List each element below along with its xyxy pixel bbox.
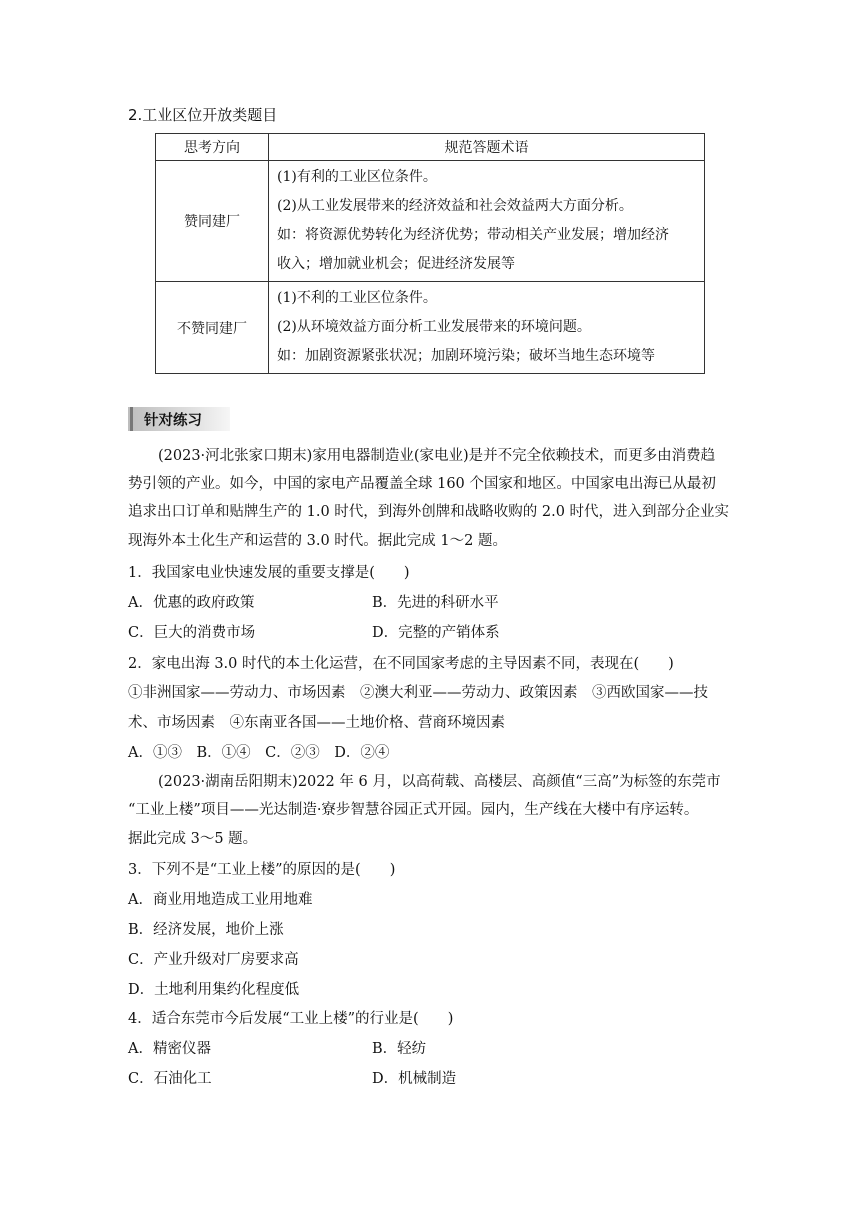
q2-choices-line: ①非洲国家——劳动力、市场因素 ②澳大利亚——劳动力、政策因素 ③西欧国家——技: [128, 685, 708, 701]
q4-option-d: D．机械制造: [372, 1071, 457, 1087]
question-2-stem: 2．家电出海 3.0 时代的本土化运营，在不同国家考虑的主导因素不同，表现在( ): [128, 656, 674, 672]
q1-option-c: C．巨大的消费市场: [128, 625, 256, 641]
passage-line: 势引领的产业。如今，中国的家电产品覆盖全球 160 个国家和地区。中国家电出海已从最初: [128, 476, 716, 492]
passage-line: 追求出口订单和贴牌生产的 1.0 时代，到海外创牌和战略收购的 2.0 时代，进入到部分企业实: [128, 504, 730, 520]
question-4-stem: 4．适合东莞市今后发展“工业上楼”的行业是( ): [128, 1011, 454, 1027]
passage-line: “工业上楼”项目——光达制造·寮步智慧谷园正式开园。园内，生产线在大楼中有序运转。: [128, 802, 699, 818]
practice-label: 针对练习: [144, 413, 202, 429]
question-1-stem: 1．我国家电业快速发展的重要支撑是( ): [128, 565, 410, 581]
terms-line: 如：加剧资源紧张状况；加剧环境污染；破坏当地生态环境等: [277, 348, 655, 364]
q3-option-c: C．产业升级对厂房要求高: [128, 952, 299, 968]
passage-line: 现海外本土化生产和运营的 3.0 时代。据此完成 1～2 题。: [128, 533, 507, 549]
practice-badge: [128, 407, 230, 431]
q2-choices-line: 术、市场因素 ④东南亚各国——土地价格、营商环境因素: [128, 715, 505, 731]
terms-line: (1)不利的工业区位条件。: [277, 290, 437, 306]
q1-option-d: D．完整的产销体系: [372, 625, 500, 641]
q3-option-a: A．商业用地造成工业用地难: [128, 892, 313, 908]
direction-cell: 赞同建厂: [156, 161, 269, 282]
passage-line: (2023·湖南岳阳期末)2022 年 6 月，以高荷载、高楼层、高颜值“三高”为标签的东莞市: [158, 774, 721, 790]
q4-option-b: B．轻纺: [372, 1041, 427, 1057]
table-row: [156, 161, 705, 282]
terms-line: 收入；增加就业机会；促进经济发展等: [277, 256, 515, 272]
header-direction: 思考方向: [156, 134, 269, 161]
badge-bar: [130, 407, 133, 431]
q2-options: A．①③ B．①④ C．②③ D．②④: [128, 745, 390, 761]
direction-cell: 不赞同建厂: [156, 282, 269, 374]
q3-option-d: D．土地利用集约化程度低: [128, 982, 300, 998]
answer-terms-table: [155, 133, 705, 374]
header-terms: 规范答题术语: [269, 134, 705, 161]
q3-option-b: B．经济发展，地价上涨: [128, 922, 284, 938]
terms-line: (2)从工业发展带来的经济效益和社会效益两大方面分析。: [277, 198, 633, 214]
passage-line: 据此完成 3～5 题。: [128, 831, 258, 847]
terms-line: 如：将资源优势转化为经济优势；带动相关产业发展；增加经济: [277, 227, 669, 243]
table-header-row: [156, 134, 705, 161]
terms-cell: [269, 161, 705, 282]
q1-option-b: B．先进的科研水平: [372, 595, 499, 611]
question-3-stem: 3．下列不是“工业上楼”的原因的是( ): [128, 862, 396, 878]
section-title: 2.工业区位开放类题目: [128, 106, 278, 124]
q1-option-a: A．优惠的政府政策: [128, 595, 255, 611]
passage-line: (2023·河北张家口期末)家用电器制造业(家电业)是并不完全依赖技术，而更多由消费趋: [158, 448, 716, 464]
terms-cell: [269, 282, 705, 374]
table-row: [156, 282, 705, 374]
q4-option-a: A．精密仪器: [128, 1041, 211, 1057]
q4-option-c: C．石油化工: [128, 1071, 212, 1087]
terms-line: (1)有利的工业区位条件。: [277, 169, 437, 185]
terms-line: (2)从环境效益方面分析工业发展带来的环境问题。: [277, 319, 591, 335]
